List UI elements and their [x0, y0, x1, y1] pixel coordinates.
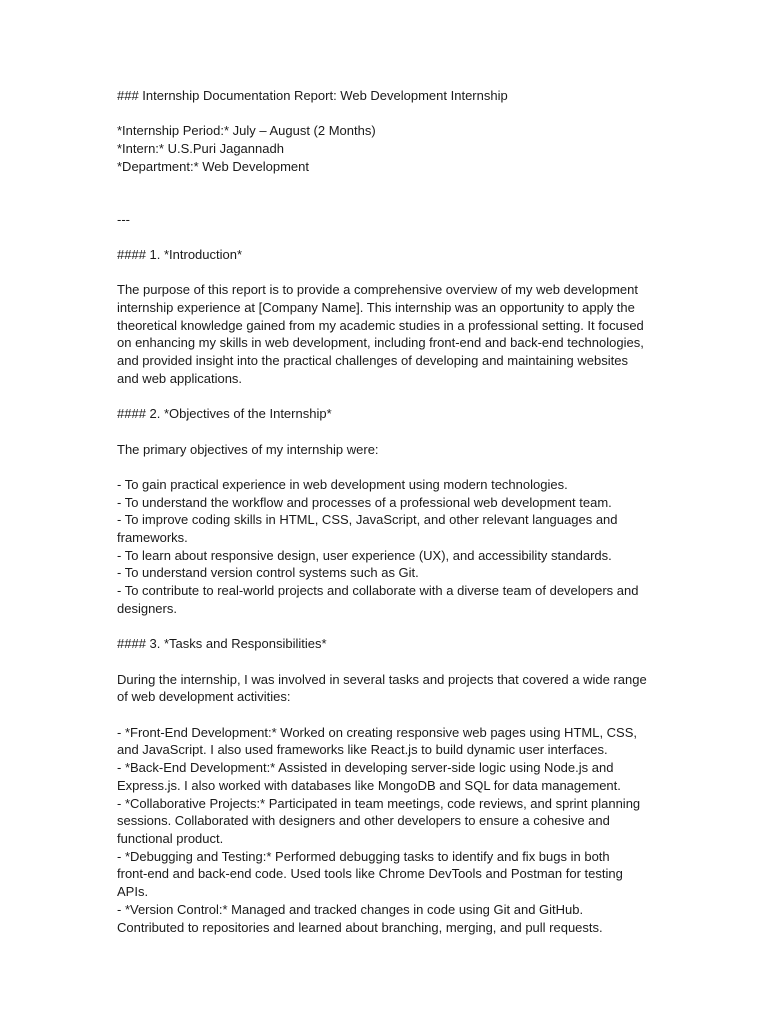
spacer [117, 423, 657, 441]
spacer [117, 388, 657, 406]
paragraph-line: and provided insight into the practical challenges of developing and maintaining websites [117, 353, 628, 369]
meta-internship-period: *Internship Period:* July – August (2 Months) [117, 123, 376, 139]
document-meta [117, 122, 657, 175]
list-item-continuation: Contributed to repositories and learned about branching, merging, and pull requests. [117, 919, 603, 935]
list-item: - To understand the workflow and processes of a professional web development team. [117, 494, 612, 510]
spacer [117, 176, 657, 211]
paragraph-line: and web applications. [117, 370, 243, 386]
document-page [117, 87, 657, 936]
list-item: - To gain practical experience in web development using modern technologies. [117, 476, 568, 492]
list-item-continuation: frameworks. [117, 530, 188, 546]
list-item-continuation: Express.js. I also worked with databases like MongoDB and SQL for data management. [117, 777, 621, 793]
list-item-continuation: functional product. [117, 830, 224, 846]
list-item: - To contribute to real-world projects and collaborate with a diverse team of developers and [117, 583, 639, 599]
section-intro [117, 671, 657, 706]
objectives-list [117, 476, 657, 618]
section-heading: #### 1. *Introduction* [117, 246, 243, 262]
list-item: - To understand version control systems such as Git. [117, 565, 419, 581]
section-heading: #### 2. *Objectives of the Internship* [117, 406, 332, 422]
meta-department: *Department:* Web Development [117, 158, 309, 174]
paragraph-line: internship experience at [Company Name]. This internship was an opportunity to apply the [117, 299, 635, 315]
list-item: - *Debugging and Testing:* Performed debugging tasks to identify and fix bugs in both [117, 848, 610, 864]
spacer [117, 706, 657, 724]
meta-intern: *Intern:* U.S.Puri Jagannadh [117, 141, 284, 157]
section-intro: The primary objectives of my internship were: [117, 441, 379, 457]
paragraph-line: During the internship, I was involved in several tasks and projects that covered a wide range [117, 671, 647, 687]
list-item: - *Front-End Development:* Worked on creating responsive web pages using HTML, CSS, [117, 724, 638, 740]
section-objectives [117, 405, 657, 617]
spacer [117, 618, 657, 636]
list-item-continuation: front-end and back-end code. Used tools like Chrome DevTools and Postman for testing [117, 866, 623, 882]
list-item: - *Version Control:* Managed and tracked changes in code using Git and GitHub. [117, 901, 584, 917]
section-introduction [117, 246, 657, 388]
list-item-continuation: sessions. Collaborated with designers and other developers to ensure a cohesive and [117, 813, 610, 829]
list-item: - To improve coding skills in HTML, CSS, JavaScript, and other relevant languages and [117, 512, 618, 528]
paragraph-line: of web development activities: [117, 689, 291, 705]
list-item: - *Collaborative Projects:* Participated in team meetings, code reviews, and sprint planning [117, 795, 641, 811]
paragraph [117, 281, 657, 387]
spacer [117, 228, 657, 246]
separator: --- [117, 211, 130, 227]
list-item: - To learn about responsive design, user experience (UX), and accessibility standards. [117, 547, 612, 563]
spacer [117, 264, 657, 282]
tasks-list [117, 724, 657, 936]
paragraph-line: on enhancing my skills in web development, including front-end and back-end technologies, [117, 335, 644, 351]
list-item-continuation: and JavaScript. I also used frameworks like React.js to build dynamic user interfaces. [117, 742, 608, 758]
paragraph-line: theoretical knowledge gained from my academic studies in a professional setting. It focused [117, 317, 644, 333]
list-item-continuation: APIs. [117, 884, 149, 900]
document-title: ### Internship Documentation Report: Web Development Internship [117, 88, 508, 103]
spacer [117, 653, 657, 671]
section-tasks [117, 635, 657, 936]
paragraph-line: The purpose of this report is to provide a comprehensive overview of my web development [117, 282, 638, 298]
section-heading: #### 3. *Tasks and Responsibilities* [117, 636, 327, 652]
list-item-continuation: designers. [117, 600, 177, 616]
spacer [117, 105, 657, 123]
list-item: - *Back-End Development:* Assisted in developing server-side logic using Node.js and [117, 760, 614, 776]
spacer [117, 458, 657, 476]
